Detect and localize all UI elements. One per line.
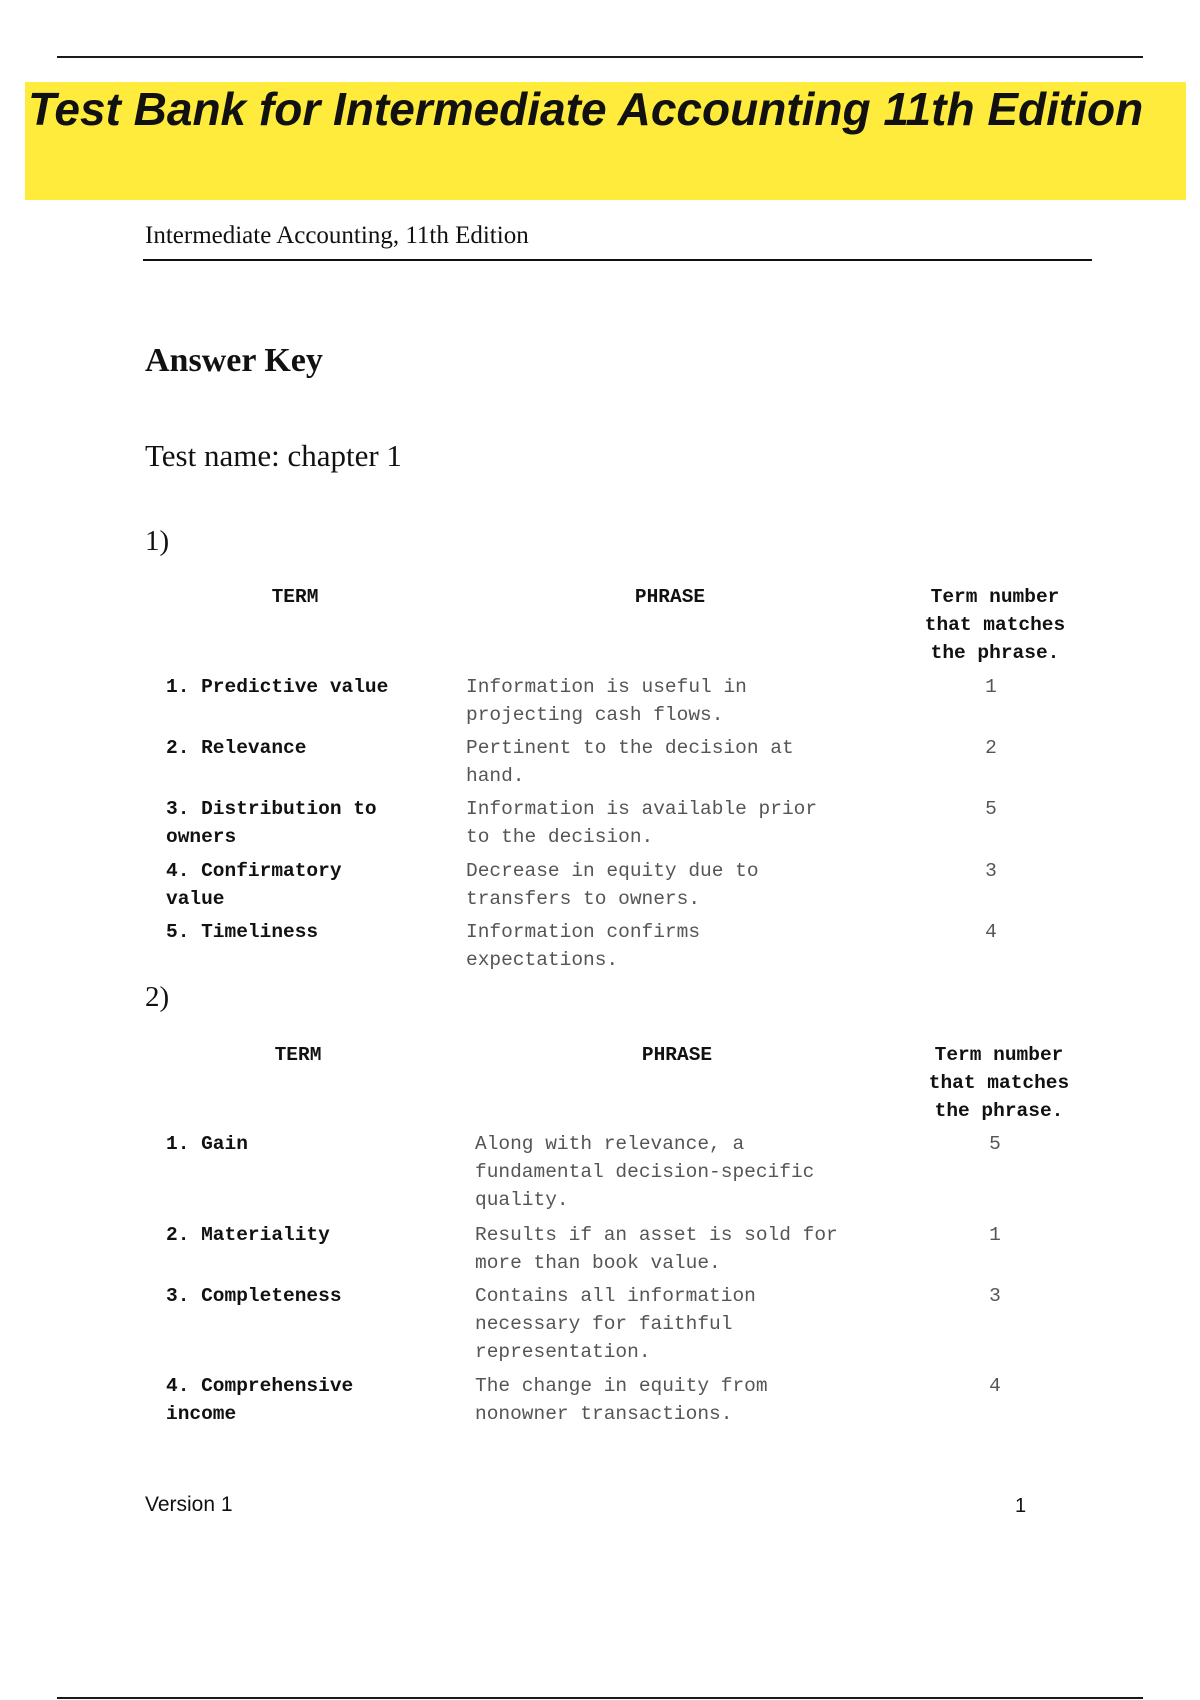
phrase-cell (475, 1372, 768, 1428)
document-title: Test Bank for Intermediate Accounting 11th Edition (28, 83, 1144, 135)
phrase-cell (466, 795, 817, 851)
phrase-line: representation. (475, 1341, 651, 1363)
phrase-line: Information confirms (466, 921, 701, 943)
answer-cell: 3 (985, 860, 997, 882)
phrase-cell (466, 734, 794, 790)
answer-cell: 5 (985, 798, 997, 820)
term-line: value (166, 888, 225, 910)
top-rule (57, 56, 1143, 58)
answer-key-heading: Answer Key (145, 342, 323, 379)
term-line: income (166, 1403, 237, 1425)
term-cell: 1. Predictive value (166, 676, 389, 698)
phrase-line: projecting cash flows. (466, 704, 724, 726)
phrase-line: transfers to owners. (466, 888, 701, 910)
phrase-line: more than book value. (475, 1252, 721, 1274)
header-rule (143, 259, 1092, 261)
phrase-cell (466, 857, 759, 913)
phrase-line: Along with relevance, a (475, 1133, 745, 1155)
term-cell (166, 1372, 353, 1428)
term-line: 4. Comprehensive (166, 1375, 354, 1397)
term-cell: 1. Gain (166, 1133, 248, 1155)
term-cell: 3. Completeness (166, 1285, 342, 1307)
bottom-rule (57, 1697, 1143, 1699)
answer-cell: 2 (985, 737, 997, 759)
term-line: 3. Distribution to (166, 798, 377, 820)
phrase-line: necessary for faithful (475, 1313, 733, 1335)
phrase-line: hand. (466, 765, 525, 787)
phrase-cell (475, 1221, 838, 1277)
term-cell (166, 795, 377, 851)
phrase-cell (475, 1130, 814, 1214)
column-header-answer-line: Term number (934, 1044, 1064, 1066)
phrase-cell (466, 673, 747, 729)
test-name: Test name: chapter 1 (145, 438, 402, 473)
phrase-line: to the decision. (466, 826, 654, 848)
term-line: 4. Confirmatory (166, 860, 342, 882)
phrase-line: Results if an asset is sold for (475, 1224, 838, 1246)
answer-cell: 4 (989, 1375, 1001, 1397)
phrase-line: fundamental decision-specific (475, 1161, 815, 1183)
phrase-line: Contains all information (475, 1285, 756, 1307)
column-header-term: TERM (271, 586, 319, 608)
column-header-answer (899, 1041, 1099, 1125)
answer-cell: 3 (989, 1285, 1001, 1307)
phrase-line: quality. (475, 1189, 569, 1211)
term-cell: 2. Relevance (166, 737, 307, 759)
column-header-answer-line: the phrase. (934, 1100, 1064, 1122)
phrase-line: Information is useful in (466, 676, 747, 698)
phrase-cell (466, 918, 700, 974)
term-cell (166, 857, 342, 913)
phrase-line: Decrease in equity due to (466, 860, 759, 882)
footer-version: Version 1 (145, 1493, 233, 1516)
column-header-answer-line: that matches (924, 614, 1066, 636)
question-number: 1) (145, 525, 170, 557)
column-header-term: TERM (274, 1044, 322, 1066)
answer-cell: 4 (985, 921, 997, 943)
phrase-cell (475, 1282, 756, 1366)
term-line: owners (166, 826, 237, 848)
phrase-line: Pertinent to the decision at (466, 737, 794, 759)
phrase-line: The change in equity from (475, 1375, 768, 1397)
column-header-answer-line: Term number (930, 586, 1060, 608)
phrase-line: Information is available prior (466, 798, 818, 820)
answer-cell: 5 (989, 1133, 1001, 1155)
phrase-line: expectations. (466, 949, 619, 971)
column-header-answer (895, 583, 1095, 667)
column-header-phrase: PHRASE (634, 586, 706, 608)
question-number: 2) (145, 981, 170, 1013)
column-header-answer-line: that matches (928, 1072, 1070, 1094)
answer-cell: 1 (985, 676, 997, 698)
column-header-phrase: PHRASE (641, 1044, 713, 1066)
term-cell: 2. Materiality (166, 1224, 330, 1246)
column-header-answer-line: the phrase. (930, 642, 1060, 664)
page-number: 1 (1015, 1495, 1027, 1517)
phrase-line: nonowner transactions. (475, 1403, 733, 1425)
running-header: Intermediate Accounting, 11th Edition (145, 222, 529, 249)
answer-cell: 1 (989, 1224, 1001, 1246)
term-cell: 5. Timeliness (166, 921, 319, 943)
